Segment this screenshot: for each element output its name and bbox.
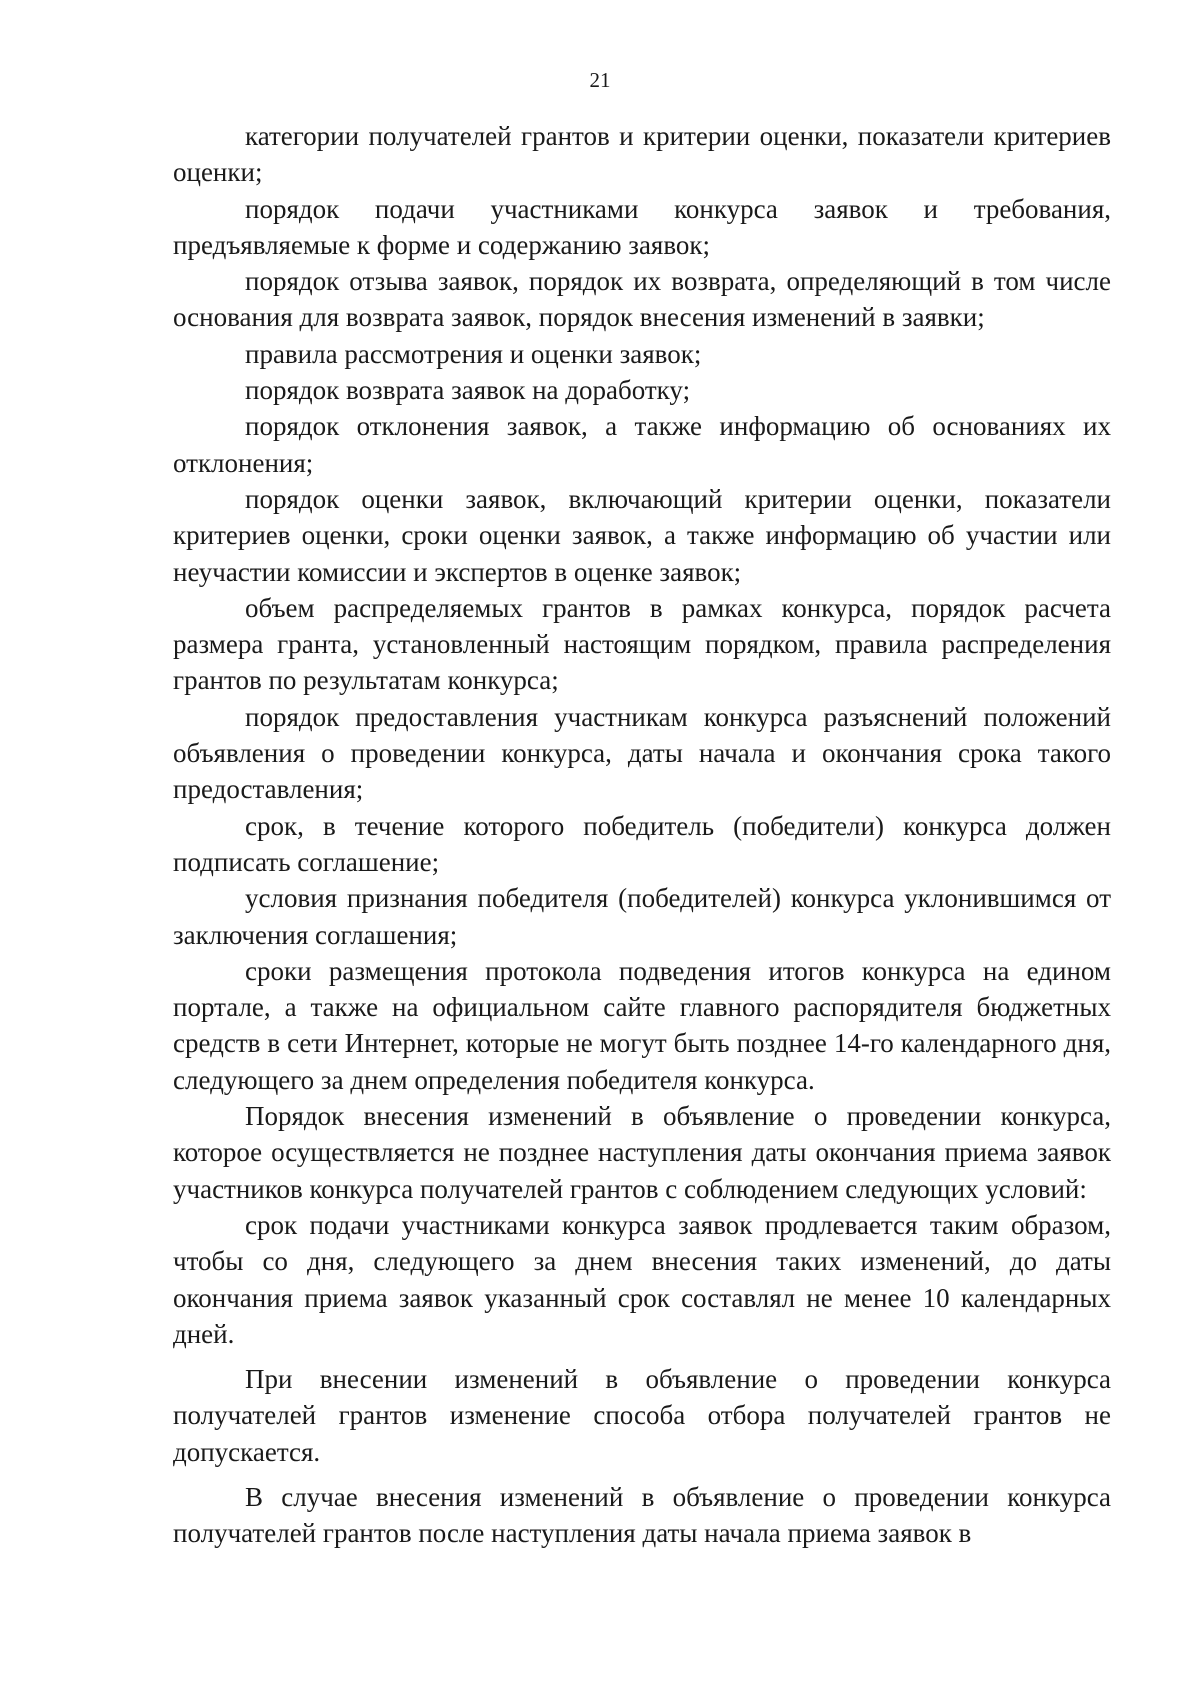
paragraph: При внесении изменений в объявление о проведении конкурса получателей грантов изменение способа отбора получателей грантов не допускается. (173, 1364, 1111, 1467)
page-number: 21 (589, 68, 611, 92)
paragraph: порядок оценки заявок, включающий критерии оценки, показатели критериев оценки, сроки оценки заявок, а также информацию об участии или неучастии комиссии и экспертов в оценке заявок; (173, 483, 1111, 587)
paragraph: Порядок внесения изменений в объявление о проведении конкурса, которое осуществляется не позднее наступления даты окончания приема заявок участников конкурса получателей грантов с соблюдением следующих условий: (173, 1101, 1111, 1204)
paragraph: порядок отклонения заявок, а также информацию об основаниях их отклонения; (173, 411, 1111, 478)
paragraph: сроки размещения протокола подведения итогов конкурса на едином портале, а также на официальном сайте главного распорядителя бюджетных средств в сети Интернет, которые не могут быть позднее 14-го календарного дня, следующего за днем определения победителя конкурса. (173, 955, 1111, 1095)
paragraph: срок, в течение которого победитель (победители) конкурса должен подписать соглашение; (173, 810, 1111, 877)
paragraph: правила рассмотрения и оценки заявок; (245, 338, 702, 369)
paragraph: объем распределяемых грантов в рамках конкурса, порядок расчета размера гранта, установленный настоящим порядком, правила распределения грантов по результатам конкурса; (173, 592, 1111, 696)
paragraph: категории получателей грантов и критерии оценки, показатели критериев оценки; (173, 121, 1111, 188)
document-body (173, 118, 1111, 1552)
paragraph: В случае внесения изменений в объявление о проведении конкурса получателей грантов после наступления даты начала приема заявок в (173, 1481, 1111, 1549)
paragraph: срок подачи участниками конкурса заявок продлевается таким образом, чтобы со дня, следующего за днем внесения таких изменений, до даты окончания приема заявок указанный срок составлял не менее 10 календарных дней. (173, 1209, 1111, 1349)
paragraph: порядок предоставления участникам конкурса разъяснений положений объявления о проведении конкурса, даты начала и окончания срока такого предоставления; (173, 701, 1111, 805)
paragraph: условия признания победителя (победителей) конкурса уклонившимся от заключения соглашения; (173, 883, 1111, 950)
paragraph: порядок отзыва заявок, порядок их возврата, определяющий в том числе основания для возврата заявок, порядок внесения изменений в заявки; (173, 266, 1111, 333)
paragraph: порядок возврата заявок на доработку; (245, 375, 691, 406)
paragraph: порядок подачи участниками конкурса заявок и требования, предъявляемые к форме и содержанию заявок; (173, 193, 1111, 260)
